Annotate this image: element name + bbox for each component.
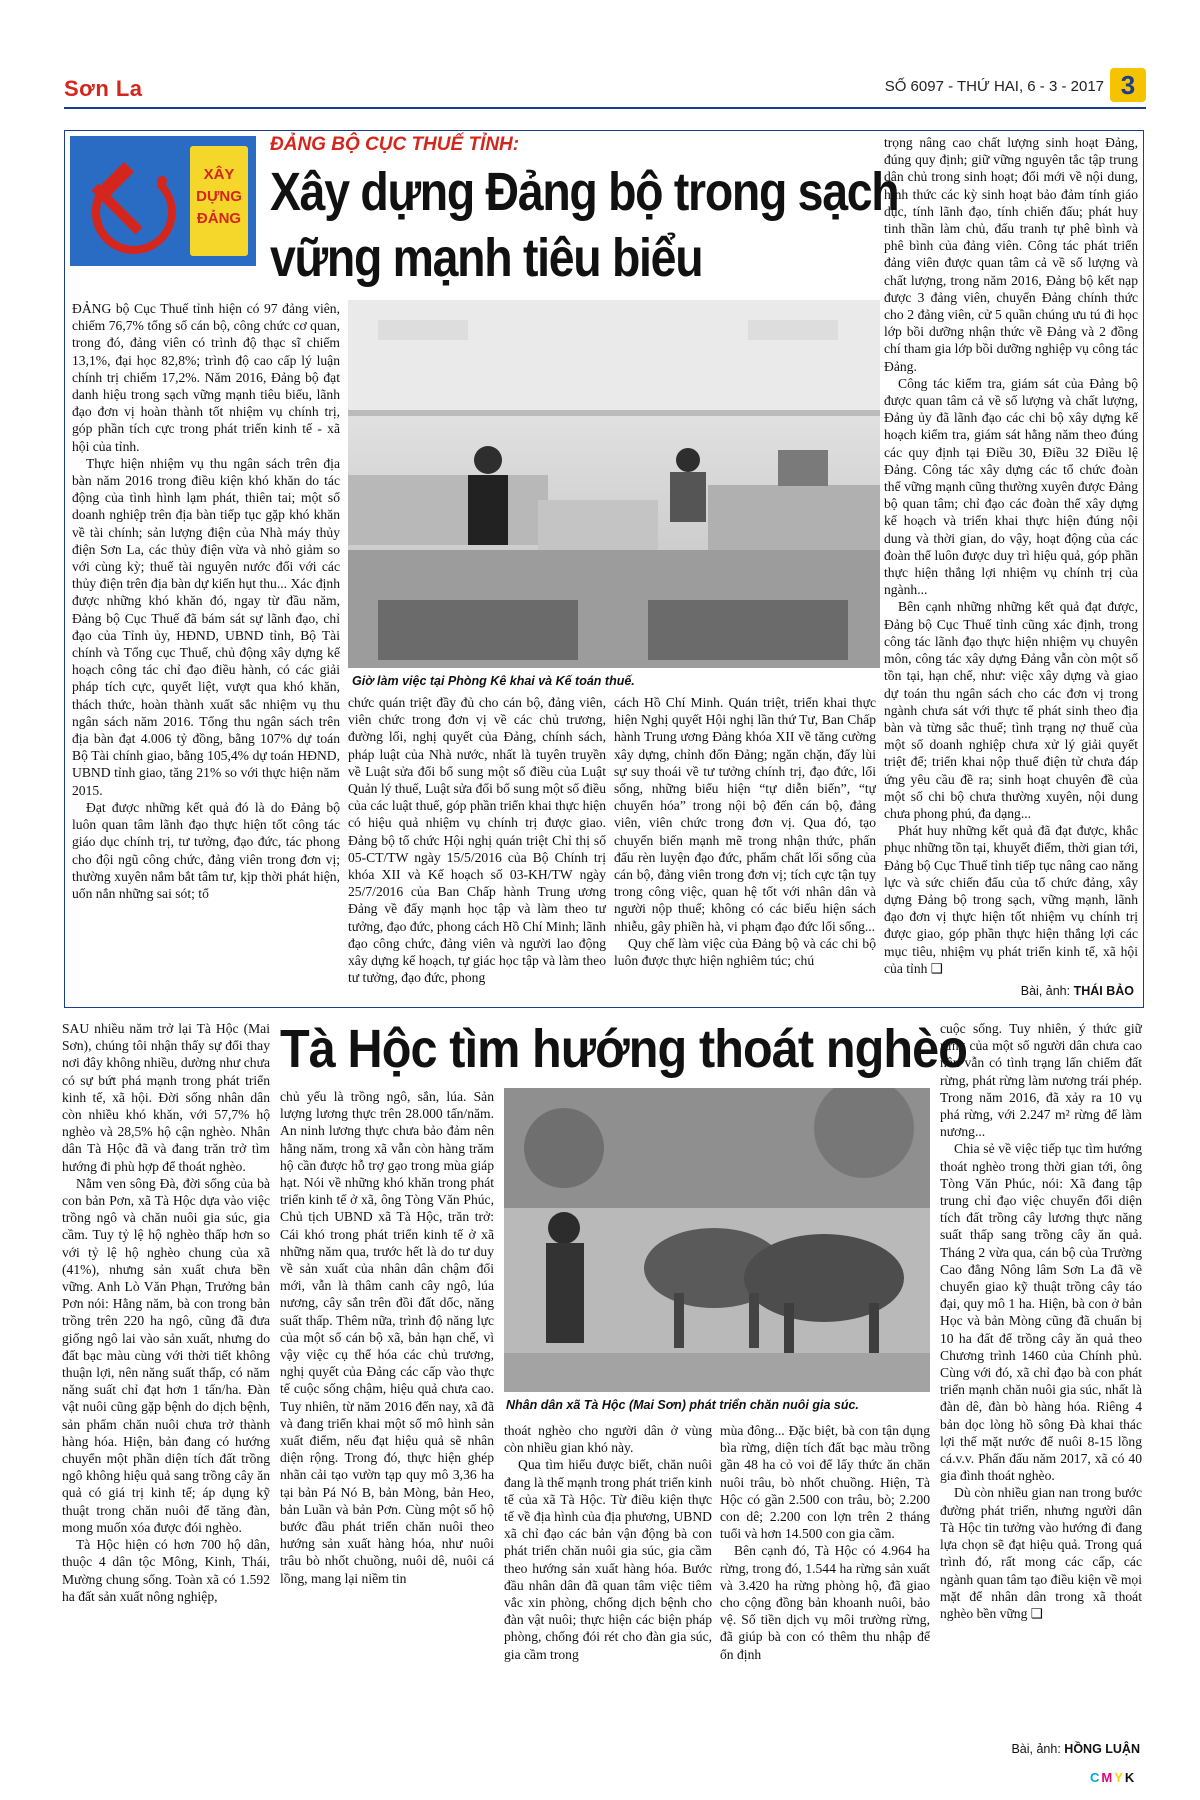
article2-col3-para-2: Qua tìm hiểu được biết, chăn nuôi đang là thế mạnh trong phát triển kinh tế của xã Tà Hộc. Từ điều kiện thực tế về địa hình của địa phương, UBND xã chỉ đạo các bản vận động bà con phát triển chăn nuôi gia súc, gia cầm theo hướng sản xuất hàng hóa. Bước đầu nhân dân đã quan tâm việc tiêm vắc xin phòng, chống dịch bệnh cho đàn vật nuôi; thực hiện các biện pháp phòng, chống đói rét cho đàn gia súc, gia cầm trong <box>504 1457 712 1662</box>
article2-col4-para-1: mùa đông... Đặc biệt, bà con tận dụng bìa rừng, diện tích đất bạc màu trồng gần 48 ha cỏ voi để lấy thức ăn chăn nuôi trâu, bò nhốt chuồng. Hiện, Tà Hộc có gần 2.500 con trâu, bò; 2.200 con dê; 2.200 con lợn trên 2 tháng tuổi và hơn 14.500 con gia cầm. <box>720 1423 930 1542</box>
article2-column-1 <box>62 1020 270 1750</box>
header-rule <box>64 107 1146 109</box>
article1-photo-caption: Giờ làm việc tại Phòng Kê khai và Kế toán thuế. <box>352 674 635 688</box>
article1-column-1 <box>72 300 340 1000</box>
article2-column-5 <box>940 1020 1142 1740</box>
hammer-sickle-icon <box>82 156 182 256</box>
badge-line-1: XÂY <box>203 166 235 183</box>
page-number <box>1110 68 1146 102</box>
article1-col1-para-1: ĐẢNG bộ Cục Thuế tỉnh hiện có 97 đảng viên, chiếm 76,7% tổng số cán bộ, công chức cơ quan, trong đó, đảng viên có trình độ thạc sĩ chiếm 13,1%, đại học 82,8%; trình độ cao cấp lý luận chính trị chiếm 17,2%. Năm 2016, Đảng bộ đạt danh hiệu trong sạch vững mạnh tiêu biểu, lãnh đạo đơn vị hoàn thành tốt nhiệm vụ chính trị, góp phần tích cực trong phát triển kinh tế - xã hội của tỉnh. <box>72 301 340 454</box>
cmyk-y: Y <box>1114 1770 1125 1785</box>
office-scene-illustration <box>348 300 880 668</box>
article1-headline-line2: vững mạnh tiêu biểu <box>270 228 703 288</box>
page-number-text: 3 <box>1120 70 1136 100</box>
party-building-badge <box>70 136 256 266</box>
article2-col1-para-3: Tà Hộc hiện có hơn 700 hộ dân, thuộc 4 dân tộc Mông, Kinh, Thái, Mường chung sống. Toàn xã có 1.592 ha đất sản xuất nông nghiệp, <box>62 1537 270 1604</box>
article2-column-3 <box>504 1422 712 1750</box>
article1-col4-para-2: Công tác kiểm tra, giám sát của Đảng bộ được quan tâm cả về số lượng và chất lượng, Đảng ủy đã lãnh đạo các chi bộ xây dựng kế hoạch kiểm tra, giám sát hằng năm theo đúng các quy định tại Điều 30, Điều 32 Điều lệ Đảng. Công tác xây dựng các tổ chức đoàn thể vững mạnh cũng thường xuyên được Đảng bộ quan tâm; chỉ đạo các đoàn thể xây dựng kế hoạch và triển khai thực hiện đúng nội dung và thời gian, do vậy, hoạt động của các đoàn thể luôn được duy trì hiệu quả, góp phần thực hiện thắng lợi nhiệm vụ chính trị của ngành... <box>884 375 1138 598</box>
section-title: Sơn La <box>64 76 143 101</box>
article1-byline-prefix: Bài, ảnh: <box>1020 984 1074 998</box>
article2-col3-para-1: thoát nghèo cho người dân ở vùng còn nhiều gian khó này. <box>504 1423 712 1456</box>
article1-byline-author: THÁI BẢO <box>1073 984 1134 998</box>
article1-col3-para-2: Quy chế làm việc của Đảng bộ và các chi bộ luôn được thực hiện nghiêm túc; chú <box>614 935 876 969</box>
article1-photo <box>348 300 880 668</box>
article1-byline <box>884 984 1134 998</box>
article1-headline-line1: Xây dựng Đảng bộ trong sạch <box>270 162 899 222</box>
article2-col4-para-2: Bên cạnh đó, Tà Hộc có 4.964 ha rừng, trong đó, 1.544 ha rừng sản xuất và 3.420 ha rừng phòng hộ, đã giao cho cộng đồng bản khoanh nuôi, bảo vệ. Số tiền dịch vụ môi trường rừng, đã giúp bà con có thêm thu nhập để ổn định <box>720 1543 930 1662</box>
badge-label <box>190 146 248 256</box>
badge-line-2: DỰNG <box>196 188 242 205</box>
article1-col4-para-3: Bên cạnh những những kết quả đạt được, Đảng bộ Cục Thuế tỉnh cũng xác định, trong công tác lãnh đạo thực hiện nhiệm vụ chuyên môn, công tác xây dựng Đảng vẫn còn một số tồn tại, hạn chế, như: việc xây dựng và giao dự toán thu ngân sách cho các đơn vị trong ngành chưa sát với thực tế phát sinh theo địa bàn và từng sắc thuế; tình trạng nợ thuế của một số doanh nghiệp chưa xử lý giải quyết triệt để; triển khai nộp thuế điện tử chưa đáp ứng yêu cầu đề ra; sinh hoạt chuyên đề của một số chi bộ chưa thường xuyên, nội dung chưa phong phú, đa dạng... <box>884 599 1138 821</box>
article2-headline: Tà Hộc tìm hướng thoát nghèo <box>280 1019 968 1079</box>
article2-photo <box>504 1088 930 1392</box>
article1-col2-para-1: chức quán triệt đầy đủ cho cán bộ, đảng viên, viên chức trong đơn vị về các chủ trương, đường lối, nghị quyết của Đảng, chính sách, pháp luật của Nhà nước, nhất là tuyên truyền về Luật sửa đổi bổ sung một số điều của Luật Quản lý thuế, Luật sửa đổi bổ sung một số điều của các luật thuế, góp phần triển khai thực hiện có hiệu quả nhiệm vụ chính trị được giao. Đảng bộ tổ chức Hội nghị quán triệt Chỉ thị số 05-CT/TW ngày 15/5/2016 của Bộ Chính trị khóa XII và Kế hoạch số 03-KH/TW ngày 25/7/2016 của Ban Chấp hành Trung ương Đảng về đẩy mạnh học tập và làm theo tư tưởng, đạo đức, phong cách Hồ Chí Minh; lãnh đạo công chức, đảng viên và người lao động xây dựng kế hoạch, tự giác học tập và làm theo tư tưởng, đạo đức, phong <box>348 695 606 986</box>
cattle-scene-illustration <box>504 1088 930 1392</box>
article1-col1-para-2: Thực hiện nhiệm vụ thu ngân sách trên địa bàn năm 2016 trong điều kiện khó khăn do tác động của tình hình lạm phát, thiên tai; một số doanh nghiệp trên địa bàn tiếp tục gặp khó khăn về tài chính; sản lượng điện của Nhà máy thủy điện Sơn La, các thủy điện vừa và nhỏ giảm so với cùng kỳ; thuế tài nguyên nước đối với các thủy điện trên địa bàn dự kiến hụt thu... Xác định được những khó khăn đó, ngay từ đầu năm, Đảng bộ Cục Thuế đã bám sát sự lãnh đạo, chỉ đạo của Tỉnh ủy, HĐND, UBND tỉnh, Bộ Tài chính và Tổng cục Thuế, chủ động xây dựng kế hoạch công tác chỉ đạo điều hành, có các giải pháp tích cực, quyết liệt, vượt qua khó khăn, thách thức, hoàn thành xuất sắc nhiệm vụ thu ngân sách năm 2016. Tổng thu ngân sách trên địa bàn đạt 4.006 tỷ đồng, bằng 107% dự toán Bộ Tài chính giao, bằng 105,4% dự toán HĐND, UBND tỉnh giao, tăng 21% so với thực hiện năm 2015. <box>72 455 340 798</box>
cmyk-registration <box>1090 1770 1136 1785</box>
article1-col1-para-3: Đạt được những kết quả đó là do Đảng bộ luôn quan tâm lãnh đạo thực hiện tốt công tác giáo dục chính trị, tư tưởng, đạo đức, tác phong cho đội ngũ công chức, đảng viên trong đơn vị; thường xuyên nắm bắt tâm tư, kịp thời phát hiện, uốn nắn những sai sót; tổ <box>72 799 340 901</box>
article2-byline-author: HỒNG LUẬN <box>1064 1742 1140 1756</box>
article1-col3-para-1: cách Hồ Chí Minh. Quán triệt, triển khai thực hiện Nghị quyết Hội nghị lần thứ Tư, Ban Chấp hành Trung ương Đảng khóa XII về tăng cường xây dựng, chỉnh đốn Đảng; ngăn chặn, đẩy lùi sự suy thoái về tư tưởng chính trị, đạo đức, lối sống, những biểu hiện “tự diễn biến”, “tự chuyển hóa” trong nội bộ đến cán bộ, đảng viên, viên chức trong đơn vị. Qua đó, tạo chuyển biến mạnh mẽ trong nhận thức, phấn đấu rèn luyện đạo đức, phẩm chất lối sống của cán bộ, đảng viên trong đơn vị; tích cực tận tụy trong công việc, quan hệ tốt với nhân dân và người nộp thuế; không có các biểu hiện sách nhiễu, gây phiền hà, vi phạm đạo đức lối sống... <box>614 695 876 934</box>
issue-line: SỐ 6097 - THỨ HAI, 6 - 3 - 2017 <box>884 78 1104 95</box>
article1-column-4 <box>884 134 1138 980</box>
article1-col4-para-4: Phát huy những kết quả đã đạt được, khắc phục những tồn tại, khuyết điểm, thời gian tới, Đảng bộ Cục Thuế tỉnh tiếp tục nâng cao năng lực và sức chiến đấu của tổ chức đảng, xây dựng Đảng bộ trong sạch, vững mạnh, lãnh đạo đơn vị thực hiện tốt nhiệm vụ chính trị được giao, góp phần thực hiện thắng lợi các mục tiêu, nhiệm vụ phát triển kinh tế, xã hội của tỉnh ❑ <box>884 823 1138 976</box>
article2-col1-para-1: SAU nhiều năm trở lại Tà Hộc (Mai Sơn), chúng tôi nhận thấy sự đổi thay nơi đây không nhiều, dường như chưa có sự bứt phá mạnh trong phát triển kinh tế, xã hội. Đời sống nhân dân còn nhiều khó khăn, với 57,7% hộ nghèo và 28,5% hộ cận nghèo. Nhân dân Tà Hộc đã và đang trăn trở tìm hướng đi phù hợp để thoát nghèo. <box>62 1021 270 1174</box>
cmyk-c: C <box>1090 1770 1102 1785</box>
cmyk-k: K <box>1124 1770 1137 1785</box>
article1-col4-para-1: trọng nâng cao chất lượng sinh hoạt Đảng, đúng quy định; giữ vững nguyên tắc tập trung dân chủ trong sinh hoạt; đổi mới về nội dung, hình thức các kỳ sinh hoạt bảo đảm tính giáo dục, tính lãnh đạo, tính chiến đấu; phát huy tinh thần làm chủ, đấu tranh tự phê bình và phê bình của đảng viên. Công tác phát triển đảng viên được quan tâm cả về số lượng và chất lượng, trong năm 2016, Đảng bộ kết nạp được 3 đảng viên, chuyển Đảng chính thức cho 2 đảng viên, cử 5 quần chúng ưu tú đi học lớp bồi dưỡng nhận thức về Đảng và 2 đồng chí tham gia lớp bồi dưỡng nghiệp vụ công tác Đảng. <box>884 135 1138 374</box>
article1-column-3 <box>614 694 876 1000</box>
article2-byline-prefix: Bài, ảnh: <box>1011 1742 1065 1756</box>
article2-col2-para-1: chủ yếu là trồng ngô, sắn, lúa. Sản lượng lương thực trên 28.000 tấn/năm. An ninh lương thực chưa bảo đảm nên hằng năm, trong xã vẫn còn hàng trăm hộ cần được hỗ trợ gạo trong mùa giáp hạt. Nói về những khó khăn trong phát triển kinh tế ở xã, ông Tòng Văn Phúc, Chủ tịch UBND xã Tà Hộc, trăn trở: Cái khó trong phát triển kinh tế ở xã những năm qua, trước hết là do tư duy về sản xuất của nhân dân chậm đổi mới, vẫn là thâm canh cây ngô, lúa nương, cây sắn trên đồi đất dốc, năng suất thấp. Thêm nữa, trình độ năng lực của một số cán bộ xã, bản hạn chế, vì vậy việc cụ thể hóa các chủ trương, nghị quyết của Đảng các cấp vào thực tế cuộc sống chậm, hiệu quả chưa cao. Tuy nhiên, từ năm 2016 đến nay, xã đã và đang triển khai một số mô hình sản xuất điểm, nếu đạt hiệu quả sẽ nhân diện rộng. Trong đó, thực hiện ghép nhãn cải tạo vườn tạp quy mô 3,36 ha tại bản Pá Nó B, bản Mòng, bản Heo, bản Luần và bản Pơn. Cùng một số hộ bước đầu phát triển chăn nuôi theo hướng sản xuất hàng hóa, như nuôi trâu bò nhốt chuồng, nuôi dê, nuôi cá lồng, mang lại niềm tin <box>280 1089 494 1586</box>
article2-col5-para-3: Dù còn nhiều gian nan trong bước đường phát triển, nhưng người dân Tà Hộc tin tưởng vào hướng đi đang lựa chọn sẽ đạt hiệu quả. Trong quá trình đó, rất mong các cấp, các ngành quan tâm tạo điều kiện về mọi mặt để nhân dân trong xã thoát nghèo bền vững ❑ <box>940 1485 1142 1621</box>
article2-photo-caption: Nhân dân xã Tà Hộc (Mai Sơn) phát triển chăn nuôi gia súc. <box>506 1398 859 1412</box>
article2-column-4 <box>720 1422 930 1750</box>
article2-col5-para-2: Chia sẻ về việc tiếp tục tìm hướng thoát nghèo trong thời gian tới, ông Tòng Văn Phúc, nói: Xã đang tập trung chỉ đạo việc chuyển đổi diện tích đất trồng cây lương thực năng suất thấp sang trồng cây ăn quả. Tháng 2 vừa qua, cán bộ của Trường Cao đẳng Nông lâm Sơn La đã về chuyển giao kỹ thuật trồng cây táo đại, quy mô 1 ha. Hiện, bà con ở bản Học và bản Mòng cũng đã chuẩn bị 10 ha đất để trồng cây ăn quả theo Chương trình 1460 của Chính phủ. Cùng với đó, xã chỉ đạo bà con phát triển mạnh chăn nuôi gia súc, nhất là đàn dê, đàn bò hàng hóa. Riêng 4 bản dọc lòng hồ sông Đà khai thác lợi thế mặt nước để nuôi 8-15 lồng cá.v.v. Phấn đấu năm 2017, xã có 40 gia đình thoát nghèo. <box>940 1141 1142 1484</box>
badge-line-3: ĐẢNG <box>196 210 242 227</box>
article2-column-2 <box>280 1088 494 1750</box>
article1-column-2 <box>348 694 606 1000</box>
article1-kicker: ĐẢNG BỘ CỤC THUẾ TỈNH: <box>270 134 520 155</box>
cmyk-m: M <box>1101 1770 1115 1785</box>
article2-col5-para-1: cuộc sống. Tuy nhiên, ý thức giữ rừng của một số người dân chưa cao nên vẫn có tình trạng lấn chiếm đất rừng, phát rừng làm nương trái phép. Trong năm 2016, đã xảy ra 10 vụ phá rừng, với 2.247 m² rừng để làm nương... <box>940 1021 1142 1140</box>
article2-col1-para-2: Nằm ven sông Đà, đời sống của bà con bản Pơn, xã Tà Hộc dựa vào việc trồng ngô và chăn nuôi gia súc, gia cầm. Tuy tỷ lệ hộ nghèo thấp hơn so với tỷ lệ hộ nghèo chung của xã (41%), nhưng sản xuất chưa bền vững. Anh Lò Văn Phạn, Trưởng bản Pơn nói: Hằng năm, bà con trong bản trồng trên 220 ha ngô, cũng đã đưa giống ngô lai vào sản xuất, nhưng do đất bạc màu cùng với thời tiết không thuận lợi, nên năng suất thấp, có năm năng suất chỉ đạt hơn 1 tấn/ha. Đàn vật nuôi cũng gặp bệnh do dịch bệnh, sản phẩm chăn nuôi chưa trở thành hàng hóa. Hiện, bản đang có hướng chuyển một phần diện tích đất trồng ngô không hiệu quả sang trồng cây ăn quả có giá trị kinh tế; áp dụng kỹ thuật trong chăn nuôi để tăng đàn, mong muốn xóa được đói nghèo. <box>62 1175 270 1535</box>
article2-byline <box>940 1742 1140 1756</box>
